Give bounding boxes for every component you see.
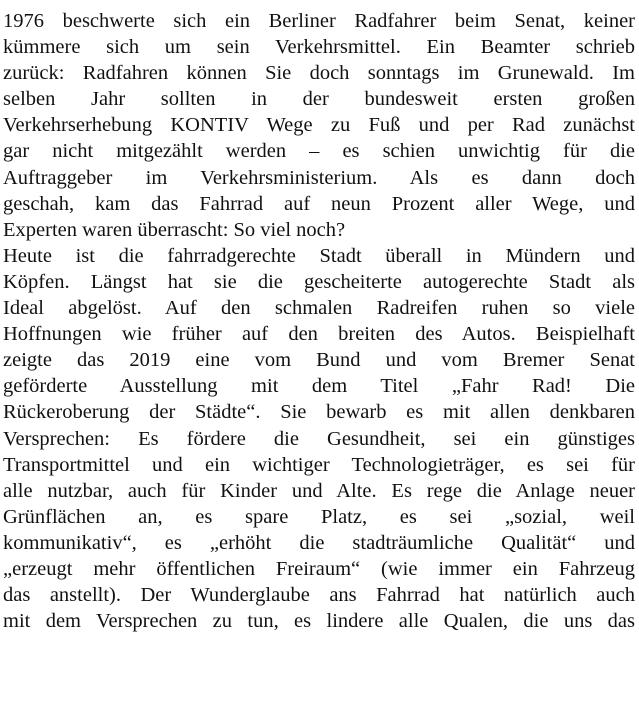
text-line: selben Jahr sollten in der bundesweit ersten großen xyxy=(3,88,635,111)
text-line: alle nutzbar, auch für Kinder und Alte. Es rege die Anlage neuer xyxy=(3,479,635,502)
text-line: Verkehrserhebung KONTIV Wege zu Fuß und per Rad zunächst xyxy=(3,114,635,137)
text-line: Hoffnungen wie früher auf den breiten des Autos. Beispielhaft xyxy=(3,323,635,346)
text-line: zeigte das 2019 eine vom Bund und vom Bremer Senat xyxy=(3,349,635,372)
text-line: geschah, kam das Fahrrad auf neun Prozent aller Wege, und xyxy=(3,192,635,215)
text-line: zurück: Radfahren können Sie doch sonntags im Grunewald. Im xyxy=(3,62,635,85)
document-text xyxy=(3,8,635,634)
text-line: Grünflächen an, es spare Platz, es sei „sozial, weil xyxy=(3,505,635,528)
text-line: Rückeroberung der Städte“. Sie bewarb es mit allen denkbaren xyxy=(3,401,635,424)
paragraph-2 xyxy=(3,243,635,634)
text-line: Versprechen: Es fördere die Gesundheit, sei ein günstiges xyxy=(3,427,635,450)
text-line: kommunikativ“, es „erhöht die stadträumliche Qualität“ und xyxy=(3,531,635,554)
text-line: das anstellt). Der Wunderglaube ans Fahrrad hat natürlich auch xyxy=(3,584,635,607)
text-line: mit dem Versprechen zu tun, es lindere alle Qualen, die uns das xyxy=(3,610,635,633)
text-line: Köpfen. Längst hat sie die gescheiterte autogerechte Stadt als xyxy=(3,270,635,293)
text-line: Auftraggeber im Verkehrsministerium. Als es dann doch xyxy=(3,166,635,189)
text-line: Heute ist die fahrradgerechte Stadt überall in Mündern und xyxy=(3,244,635,267)
text-line: Transportmittel und ein wichtiger Technologieträger, es sei für xyxy=(3,453,635,476)
text-line: geförderte Ausstellung mit dem Titel „Fahr Rad! Die xyxy=(3,375,635,398)
text-line: Experten waren überrascht: So viel noch? xyxy=(3,218,346,241)
text-line: 1976 beschwerte sich ein Berliner Radfahrer beim Senat, keiner xyxy=(3,10,635,32)
text-line: Ideal abgelöst. Auf den schmalen Radreifen ruhen so viele xyxy=(3,297,635,320)
text-line: kümmere sich um sein Verkehrsmittel. Ein Beamter schrieb xyxy=(3,36,635,59)
text-line: „erzeugt mehr öffentlichen Freiraum“ (wie immer ein Fahrzeug xyxy=(3,557,635,580)
text-line: gar nicht mitgezählt werden – es schien unwichtig für die xyxy=(3,140,635,163)
paragraph-1 xyxy=(3,8,635,243)
